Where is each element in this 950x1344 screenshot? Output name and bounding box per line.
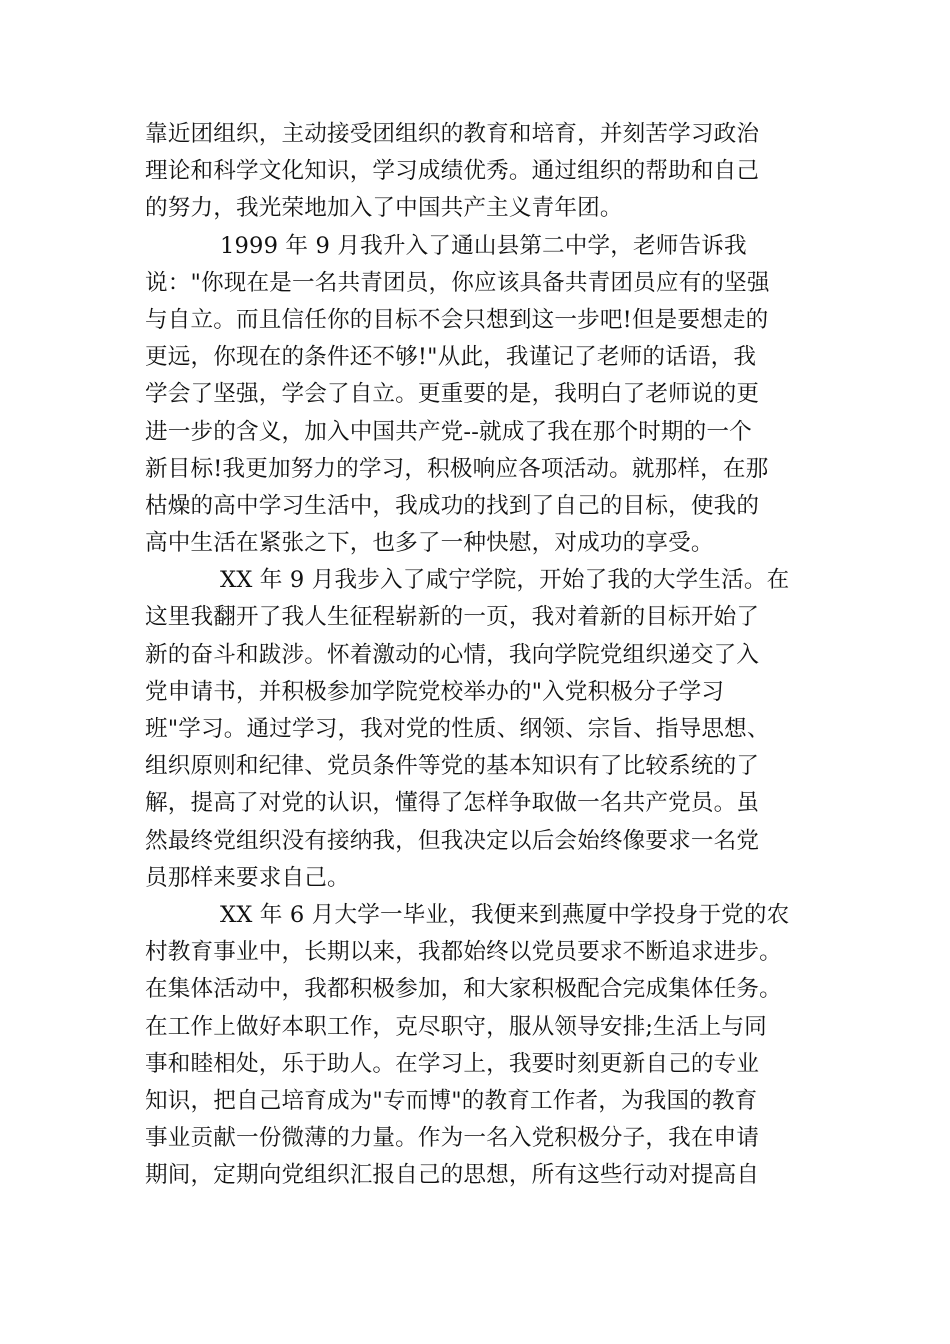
text-line: 高中生活在紧张之下，也多了一种快慰，对成功的享受。: [145, 530, 714, 557]
text-line: 班"学习。通过学习，我对党的性质、纲领、宗旨、指导思想、: [145, 716, 770, 742]
text-line: 学会了坚强，学会了自立。更重要的是，我明白了老师说的更: [145, 381, 760, 408]
text-line: 的努力，我光荣地加入了中国共产主义青年团。: [145, 195, 623, 222]
text-line: 新的奋斗和跋涉。怀着激动的心情，我向学院党组织递交了入: [145, 641, 760, 668]
text-line: 解，提高了对党的认识，懂得了怎样争取做一名共产党员。虽: [145, 790, 760, 817]
text-line: 党申请书，并积极参加学院党校举办的"入党积极分子学习: [145, 678, 725, 705]
text-line: 知识，把自己培育成为"专而博"的教育工作者，为我国的教育: [145, 1087, 758, 1114]
text-line: 靠近团组织，主动接受团组织的教育和培育，并刻苦学习政治: [145, 121, 760, 147]
text-line: 新目标!我更加努力的学习，积极响应各项活动。就那样，在那: [145, 455, 769, 482]
text-line: 村教育事业中，长期以来，我都始终以党员要求不断追求进步。: [145, 939, 782, 966]
text-line: 在集体活动中，我都积极参加，和大家积极配合完成集体任务。: [145, 976, 782, 1003]
text-line: 进一步的含义，加入中国共产党--就成了我在那个时期的一个: [145, 418, 752, 445]
paragraph-first-line: 1999 年 9 月我升入了通山县第二中学，老师告诉我: [220, 232, 747, 259]
text-line: 事和睦相处，乐于助人。在学习上，我要时刻更新自己的专业: [145, 1050, 760, 1077]
text-line: 组织原则和纪律、党员条件等党的基本知识有了比较系统的了: [145, 753, 760, 780]
text-line: 更远，你现在的条件还不够!"从此，我谨记了老师的话语，我: [145, 344, 757, 371]
text-line: 员那样来要求自己。: [145, 864, 350, 891]
paragraph-first-line: XX 年 9 月我步入了咸宁学院，开始了我的大学生活。在: [220, 567, 790, 594]
text-line: 事业贡献一份微薄的力量。作为一名入党积极分子，我在申请: [145, 1125, 760, 1152]
text-line: 然最终党组织没有接纳我，但我决定以后会始终像要求一名党: [145, 827, 760, 854]
paragraph-first-line: XX 年 6 月大学一毕业，我便来到燕厦中学投身于党的农: [220, 901, 790, 928]
text-line: 理论和科学文化知识，学习成绩优秀。通过组织的帮助和自己: [145, 158, 760, 185]
text-line: 在工作上做好本职工作，克尽职守，服从领导安排;生活上与同: [145, 1013, 767, 1040]
text-line: 期间，定期向党组织汇报自己的思想，所有这些行动对提高自: [145, 1162, 760, 1189]
document-body: [145, 116, 805, 1194]
text-line: 枯燥的高中学习生活中，我成功的找到了自己的目标，使我的: [145, 492, 760, 519]
text-line: 说："你现在是一名共青团员，你应该具备共青团员应有的坚强: [145, 269, 770, 296]
text-line: 这里我翻开了我人生征程崭新的一页，我对着新的目标开始了: [145, 604, 760, 631]
text-line: 与自立。而且信任你的目标不会只想到这一步吧!但是要想走的: [145, 306, 769, 333]
